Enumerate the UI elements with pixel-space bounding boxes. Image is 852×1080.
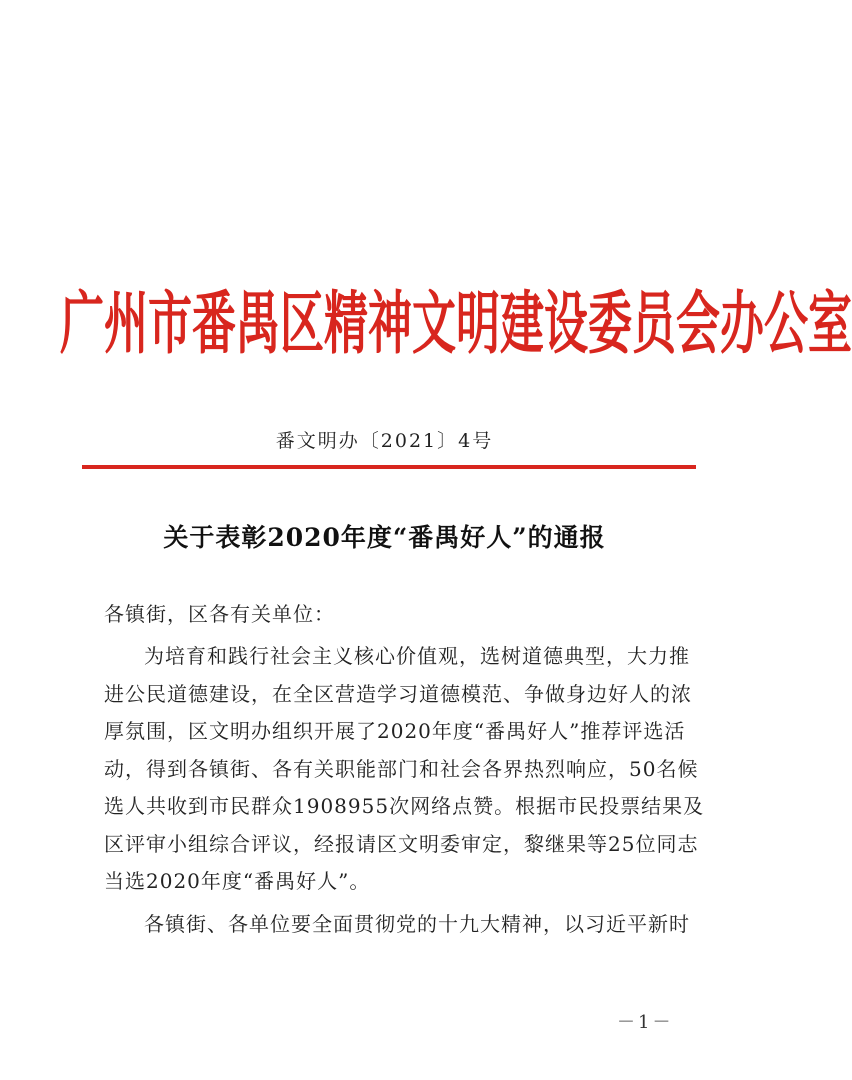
page-number: －1－ (617, 1012, 674, 1033)
document-number: 番文明办〔2021〕4号 (275, 430, 494, 452)
paragraph-1 (104, 638, 705, 901)
paragraph-line: 为培育和践行社会主义核心价值观，选树道德典型，大力推 (144, 644, 690, 668)
paragraph-line: 区评审小组综合评议，经报请区文明委审定，黎继果等25位同志 (104, 831, 699, 856)
document-title: 关于表彰2020年度“番禺好人”的通报 (163, 523, 606, 552)
paragraph-line: 动，得到各镇街、各有关职能部门和社会各界热烈响应，50名候 (104, 756, 699, 781)
paragraph-line: 选人共收到市民群众1908955次网络点赞。根据市民投票结果及 (104, 794, 705, 818)
paragraph-line: 当选2020年度“番禺好人”。 (104, 869, 371, 893)
paragraph-line: 厚氛围，区文明办组织开展了2020年度“番禺好人”推荐评选活 (104, 719, 686, 743)
red-divider-line (82, 465, 696, 469)
issuing-organization-header: 广州市番禺区精神文明建设委员会办公室 (60, 285, 852, 365)
paragraph-line: 进公民道德建设，在全区营造学习道德模范、争做身边好人的浓 (104, 681, 692, 706)
paragraph-2 (104, 906, 690, 944)
salutation: 各镇街，区各有关单位： (104, 602, 335, 626)
paragraph-line: 各镇街、各单位要全面贯彻党的十九大精神，以习近平新时 (144, 912, 690, 936)
